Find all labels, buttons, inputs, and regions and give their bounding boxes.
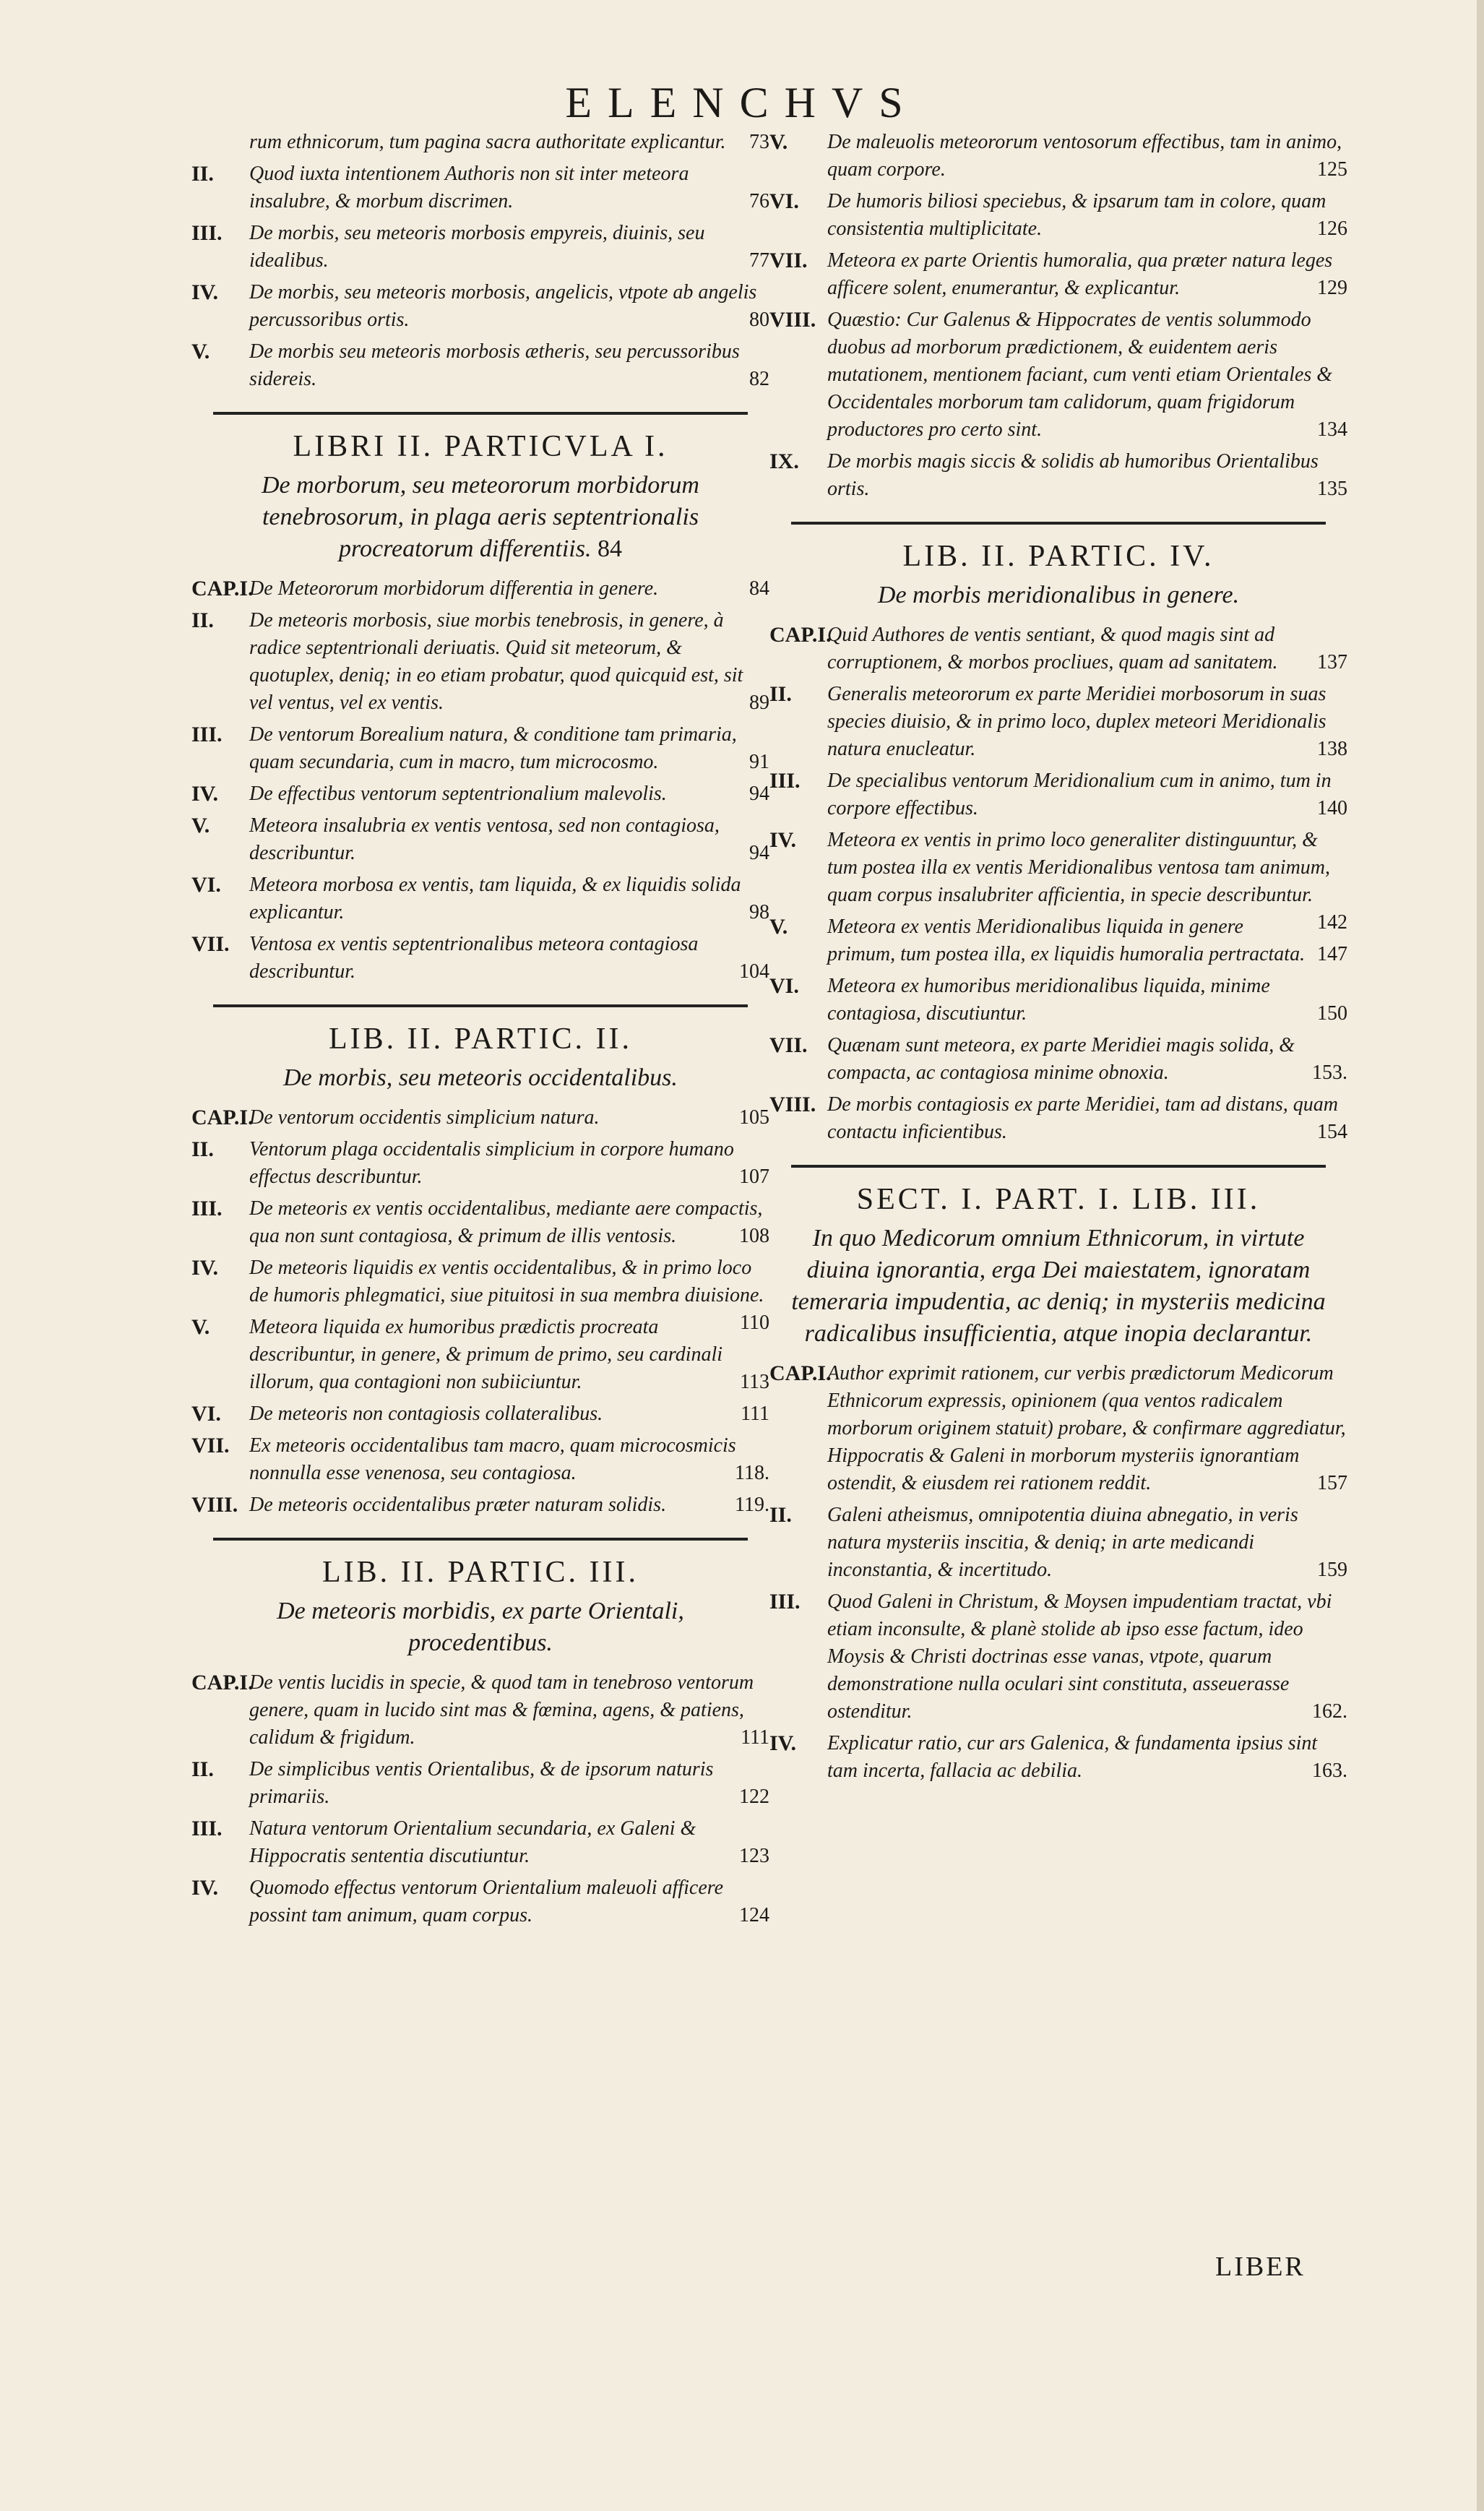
entry-text [827,188,1347,243]
entry-number: IX. [769,449,799,473]
entry-page-number: 142 [1317,911,1347,934]
entry-text-content: Meteora ex parte Orientis humoralia, qua præter natura leges afficere solent, enumerantur, & explicantur. [827,249,1333,299]
entry-page-number: 162. [1312,1700,1347,1723]
entry-page-number: 76 [749,190,769,212]
entry-page-number: 122 [739,1786,769,1808]
entry-text [249,1400,769,1428]
entry-text [827,448,1347,503]
entry-page-number: 104 [739,960,769,983]
toc-entry [769,681,1347,763]
section-description: De morbis meridionalibus in genere. [877,582,1240,608]
entry-page-number: 111 [741,1726,769,1749]
toc-entry [769,1360,1347,1497]
entry-number: III. [191,1197,223,1220]
section-description: De meteoris morbidis, ex parte Orientali, procedentibus. [277,1598,684,1656]
entry-text-content: Galeni atheismus, omnipotentia diuina abnegatio, in veris natura mysteriis inscitia, & deniq; in arte medicandi inconstantia, & incertitudo. [827,1504,1298,1581]
entry-number: V. [769,915,788,939]
section-title-partic-iii: LIB. II. PARTIC. III. [322,1556,639,1589]
toc-entry [769,1588,1347,1726]
entry-number: CAP.I. [191,577,254,600]
entry-text [827,973,1347,1028]
section-title-partic-ii: LIB. II. PARTIC. II. [328,1022,633,1056]
entry-page-number: 159 [1317,1559,1347,1581]
entry-text-content: Quænam sunt meteora, ex parte Meridiei magis solida, & compacta, ac contagiosa minime obnoxia. [827,1034,1295,1084]
section-title-libri-ii-particula-i: LIBRI II. PARTICVLA I. [293,430,668,463]
entry-text [249,279,769,334]
entry-number: III. [769,769,801,793]
entry-number: VI. [769,189,799,213]
entry-number: IV. [191,1876,218,1900]
toc-entry [191,1432,769,1487]
toc-entry [191,1254,769,1334]
toc-entry [769,306,1347,444]
running-header: ELENCHVS [565,79,919,126]
entry-text [249,1669,769,1752]
entry-text-content: Generalis meteororum ex parte Meridiei morbosorum in suas species diuisio, & in primo loco, duplex meteori Meridionalis natura enucleatur. [827,683,1326,760]
toc-entry [191,1815,769,1870]
toc-entry [191,1104,769,1132]
partic-iv-list [769,621,1347,1146]
toc-entry [191,338,769,393]
divider [791,522,1326,525]
toc-entry [191,721,769,776]
toc-entry [191,129,769,156]
entry-page-number: 110 [740,1312,769,1334]
entry-text-content: De humoris biliosi speciebus, & ipsarum tam in colore, quam consistentia multiplicitate. [827,190,1326,240]
entry-text [249,721,769,776]
entry-text [249,575,769,603]
entry-number: V. [191,340,210,363]
toc-entry [191,279,769,334]
entry-text [249,780,769,808]
catchword: LIBER [1215,2252,1306,2282]
entry-number: V. [769,130,788,154]
entry-text [249,1756,769,1811]
toc-entry [191,931,769,986]
toc-entry [769,827,1347,934]
entry-text [827,129,1347,184]
entry-text [249,607,769,717]
entry-text-content: Meteora liquida ex humoribus prædictis procreata describuntur, in genere, & primum de primo, seu cardinali illorum, qua contagioni non subiiciuntur. [249,1316,723,1393]
entry-text [249,1254,769,1334]
entry-number: VI. [769,974,799,998]
toc-entry [191,871,769,926]
entry-page-number: 82 [749,368,769,390]
entry-number: VIII. [191,1493,238,1517]
toc-entry [769,188,1347,243]
entry-number: CAP.I. [191,1671,254,1694]
entry-number: V. [191,814,210,837]
entry-number: CAP.I. [769,1361,832,1385]
divider [213,1004,748,1007]
entry-text [249,812,769,867]
entry-page-number: 129 [1317,277,1347,299]
entry-page-number: 119. [735,1494,769,1516]
entry-page-number: 84 [749,577,769,600]
toc-entry [191,1756,769,1811]
entry-text [249,338,769,393]
entry-number: III. [191,221,223,245]
entry-text-content: De effectibus ventorum septentrionalium malevolis. [249,783,667,805]
entry-text [249,129,769,156]
toc-entry [191,1874,769,1929]
partic-iii-list [191,1669,769,1929]
entry-text [827,681,1347,763]
entry-number: V. [191,1315,210,1339]
entry-page-number: 123 [739,1845,769,1867]
particula-i-list [191,575,769,986]
entry-text-content: De meteoris ex ventis occidentalibus, mediante aere compactis, qua non sunt contagiosa, & primum de illis ventosis. [249,1197,763,1247]
entry-text [827,306,1347,444]
entry-text [249,1104,769,1132]
entry-text-content: Ventosa ex ventis septentrionalibus meteora contagiosa describuntur. [249,933,699,983]
entry-number: VI. [191,873,221,897]
entry-text-content: De ventorum Borealium natura, & conditione tam primaria, quam secundaria, cum in macro, tum microcosmo. [249,723,737,773]
entry-text-content: Meteora morbosa ex ventis, tam liquida, & ex liquidis solida explicantur. [249,874,741,923]
entry-number: II. [191,1757,214,1781]
toc-entry [191,812,769,867]
entry-text [827,1091,1347,1146]
entry-page-number: 126 [1317,217,1347,240]
toc-entry [769,973,1347,1028]
entry-text-content: Author exprimit rationem, cur verbis prædictorum Medicorum Ethnicorum expressis, opinionem (qua ventos radicalem morborum originem statuit) probare, & confirmare aggrediatur, Hippocratis & Galeni in morborum mysteriis ignorantiam ostendit, & eiusdem rei rationem reddit. [827,1362,1346,1494]
entry-page-number: 89 [749,692,769,714]
entry-number: II. [191,1137,214,1161]
entry-number: IV. [191,1256,218,1280]
entry-number: CAP.I. [191,1106,254,1129]
entry-number: VII. [769,249,808,272]
entry-text [249,1136,769,1191]
entry-number: CAP.I. [769,623,832,647]
right-top-list [769,129,1347,503]
entry-text-content: De Meteororum morbidorum differentia in genere. [249,577,659,600]
entry-text-content: Ex meteoris occidentalibus tam macro, quam microcosmicis nonnulla esse venenosa, seu contagiosa. [249,1434,736,1484]
entry-text-content: De meteoris non contagiosis collateralibus. [249,1403,603,1425]
entry-text [249,1874,769,1929]
entry-text-content: De meteoris morbosis, siue morbis tenebrosis, in genere, à radice septentrionali deriuatis. Quid sit meteorum, & quotuplex, deniq; in eo etiam probatur, quod quicquid est, sit vel ventus, vel ex ventis. [249,609,743,714]
toc-entry [191,780,769,808]
entry-page-number: 163. [1312,1760,1347,1782]
entry-page-number: 73 [749,131,769,153]
toc-entry [191,1491,769,1519]
entry-number: VII. [191,932,230,956]
section-page-number: 84 [597,535,622,562]
entry-text [827,621,1347,676]
entry-number: II. [769,682,792,706]
entry-text-content: De morbis seu meteoris morbosis ætheris, seu percussoribus sidereis. [249,340,740,390]
toc-entry [191,1669,769,1752]
section-description-text: De morborum, seu meteororum morbidorum tenebrosorum, in plaga aeris septentrionalis procreatorum differentiis. [262,472,699,562]
entry-text-content: De morbis, seu meteoris morbosis empyreis, diuinis, seu idealibus. [249,222,705,272]
entry-number: IV. [769,1731,796,1755]
section-description: De morbis, seu meteoris occidentalibus. [283,1064,678,1091]
toc-entry [769,1091,1347,1146]
toc-entry [191,220,769,275]
divider [213,1538,748,1541]
entry-text-content: Meteora insalubria ex ventis ventosa, sed non contagiosa, describuntur. [249,814,720,864]
entry-number: II. [769,1503,792,1527]
entry-text [827,1032,1347,1087]
entry-page-number: 94 [749,783,769,805]
section-title-sect-i: SECT. I. PART. I. LIB. III. [856,1183,1261,1216]
divider [791,1165,1326,1168]
entry-text-content: Meteora ex ventis Meridionalibus liquida in genere primum, tum postea illa, ex liquidis humoralia pertractata. [827,916,1306,965]
toc-entry [191,160,769,215]
toc-entry [769,913,1347,968]
entry-text-content: Explicatur ratio, cur ars Galenica, & fundamenta ipsius sint tam incerta, fallacia ac debilia. [827,1732,1318,1782]
entry-number: III. [191,1817,223,1840]
entry-text-content: Meteora ex ventis in primo loco generaliter distinguuntur, & tum postea illa ex ventis Meridionalibus ventosa tam animum, quam corpus insalubriter afficientia, in specie describuntur. [827,829,1331,906]
entry-number: VI. [191,1402,221,1426]
left-column [191,129,769,1934]
entry-text-content: De morbis contagiosis ex parte Meridiei, tam ad distans, quam contactu inficientibus. [827,1093,1338,1143]
entry-text-content: Quid Authores de ventis sentiant, & quod magis sint ad corruptionem, & morbos procliues, quam ad sanitatem. [827,624,1278,673]
entry-text [249,1314,769,1396]
entry-text [249,220,769,275]
entry-text-content: Quomodo effectus ventorum Orientalium maleuoli afficere possint tam animum, quam corpus. [249,1877,724,1926]
toc-entry [769,621,1347,676]
toc-entry [769,1032,1347,1087]
entry-number: II. [191,608,214,632]
entry-number: II. [191,162,214,186]
entry-text-content: rum ethnicorum, tum pagina sacra authoritate explicantur. [249,131,726,153]
entry-number: IV. [191,782,218,806]
entry-text [249,1432,769,1487]
toc-entry [769,247,1347,302]
entry-text [249,1491,769,1519]
entry-page-number: 134 [1317,418,1347,441]
entry-page-number: 105 [739,1106,769,1129]
entry-page-number: 140 [1317,797,1347,819]
entry-page-number: 147 [1317,943,1347,965]
entry-text [827,1588,1347,1726]
entry-page-number: 138 [1317,738,1347,760]
entry-page-number: 108 [739,1225,769,1247]
left-top-list [191,129,769,393]
entry-page-number: 111 [741,1403,769,1425]
entry-text-content: De meteoris occidentalibus præter naturam solidis. [249,1494,667,1516]
entry-text-content: De simplicibus ventis Orientalibus, & de ipsorum naturis primariis. [249,1758,714,1808]
toc-entry [769,767,1347,822]
liber-iii-list [769,1360,1347,1785]
entry-text-content: Natura ventorum Orientalium secundaria, ex Galeni & Hippocratis sententia discutiuntur. [249,1817,696,1867]
entry-page-number: 135 [1317,478,1347,500]
entry-text [827,1360,1347,1497]
entry-text [249,1195,769,1250]
entry-page-number: 91 [749,751,769,773]
toc-entry [769,1502,1347,1584]
entry-page-number: 157 [1317,1472,1347,1494]
entry-number: IV. [191,280,218,304]
toc-entry [769,129,1347,184]
entry-text [827,767,1347,822]
entry-text-content: Meteora ex humoribus meridionalibus liquida, minime contagiosa, discutiuntur. [827,975,1270,1025]
entry-number: VIII. [769,1093,816,1116]
entry-page-number: 137 [1317,651,1347,673]
partic-ii-list [191,1104,769,1519]
divider [213,412,748,415]
entry-text-content: Quod Galeni in Christum, & Moysen impudentiam tractat, vbi etiam inconsulte, & planè stolide ab ipso esse factum, ideo Moysis & Christi doctrinas esse vanas, vtpote, quarum demonstratione nulla oculari sint constituta, asseuerasse ostenditur. [827,1590,1332,1723]
entry-text [249,160,769,215]
entry-text-content: De ventis lucidis in specie, & quod tam in tenebroso ventorum genere, quam in lucido sint mas & fœmina, agens, & patiens, calidum & frigidum. [249,1671,754,1749]
entry-page-number: 107 [739,1166,769,1188]
page-edge-shadow [1477,0,1484,2511]
entry-text-content: De ventorum occidentis simplicium natura. [249,1106,600,1129]
toc-entry [191,1195,769,1250]
entry-text [249,871,769,926]
entry-page-number: 113 [740,1371,769,1393]
entry-text-content: Quod iuxta intentionem Authoris non sit inter meteora insalubre, & morbum discrimen. [249,163,689,212]
entry-page-number: 94 [749,842,769,864]
entry-page-number: 118. [735,1462,769,1484]
section-description [206,470,755,565]
entry-text [827,913,1347,968]
entry-number: VII. [191,1434,230,1457]
entry-page-number: 154 [1317,1121,1347,1143]
entry-text-content: De maleuolis meteororum ventosorum effectibus, tam in animo, quam corpore. [827,131,1342,181]
toc-entry [191,1314,769,1396]
entry-text [827,827,1347,934]
entry-number: IV. [769,828,796,852]
entry-text [827,247,1347,302]
entry-page-number: 98 [749,901,769,923]
toc-entry [191,575,769,603]
entry-page-number: 77 [749,249,769,272]
entry-text-content: Ventorum plaga occidentalis simplicium in corpore humano effectus describuntur. [249,1138,734,1188]
entry-number: III. [191,723,223,746]
section-description: In quo Medicorum omnium Ethnicorum, in virtute diuina ignorantia, erga Dei maiestatem, ignoratam temeraria impudentia, ac deniq; in mysteriis medicina radicalibus insufficientia, atque inopia declarantur. [791,1225,1326,1347]
entry-page-number: 80 [749,309,769,331]
entry-text [249,931,769,986]
entry-text-content: De meteoris liquidis ex ventis occidentalibus, & in primo loco de humoris phlegmatici, siue pituitosi in sua membra diuisione. [249,1257,764,1306]
entry-page-number: 153. [1312,1061,1347,1084]
entry-page-number: 124 [739,1904,769,1926]
toc-entry [191,607,769,717]
entry-number: III. [769,1590,801,1614]
entry-text [249,1815,769,1870]
right-column [769,129,1347,1789]
entry-page-number: 125 [1317,158,1347,181]
entry-text-content: De specialibus ventorum Meridionalium cum in animo, tum in corpore effectibus. [827,770,1332,819]
toc-entry [769,1730,1347,1785]
toc-entry [769,448,1347,503]
entry-number: VII. [769,1033,808,1057]
entry-text [827,1730,1347,1785]
entry-text-content: De morbis, seu meteoris morbosis, angelicis, vtpote ab angelis percussoribus ortis. [249,281,757,331]
section-title-partic-iv: LIB. II. PARTIC. IV. [902,540,1215,573]
entry-text-content: De morbis magis siccis & solidis ab humoribus Orientalibus ortis. [827,450,1319,500]
entry-text-content: Quæstio: Cur Galenus & Hippocrates de ventis solummodo duobus ad morborum prædictionem, & euidentem aeris mutationem, mentionem faciant, cum venti etiam Orientales & Occidentales morborum tam calidorum, quam frigidorum productores pro certo sint. [827,309,1333,441]
entry-page-number: 150 [1317,1002,1347,1025]
toc-entry [191,1400,769,1428]
toc-entry [191,1136,769,1191]
entry-number: VIII. [769,308,816,332]
entry-text [827,1502,1347,1584]
